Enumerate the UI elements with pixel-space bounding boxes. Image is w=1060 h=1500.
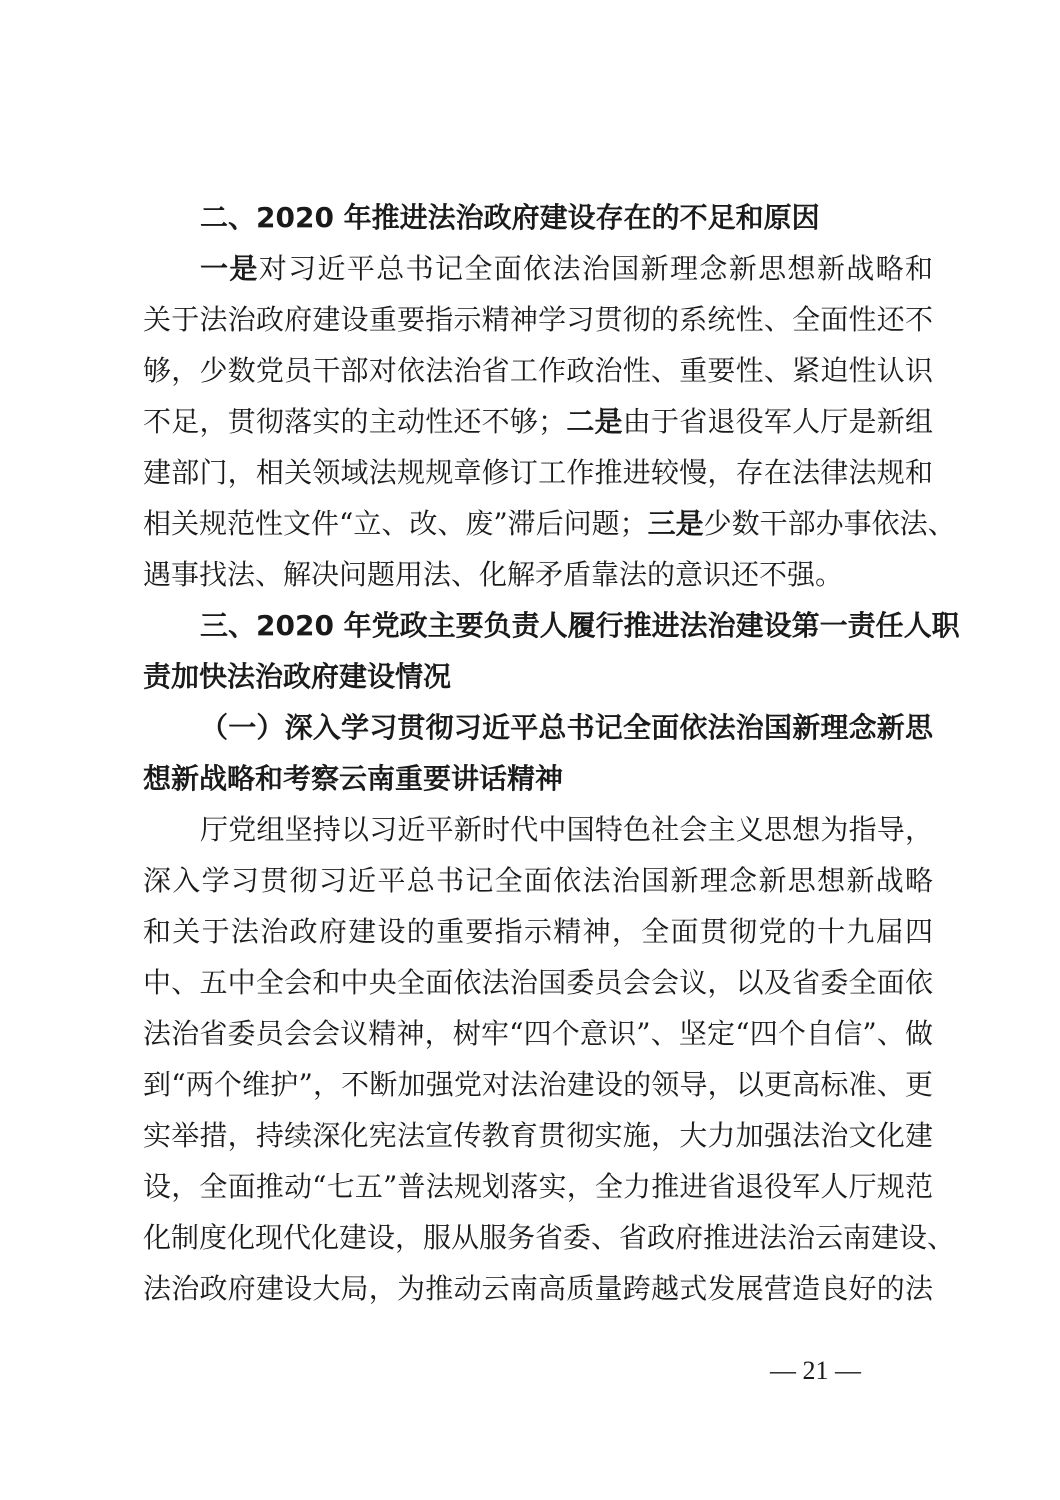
paragraph-line bbox=[200, 251, 933, 287]
paragraph-text: 由于省退役军人厅是新组 bbox=[622, 405, 933, 438]
paragraph-line: 深入学习贯彻习近平总书记全面依法治国新理念新思想新战略 bbox=[143, 864, 933, 897]
paragraph-text: 少数干部办事依法、 bbox=[703, 507, 956, 540]
paragraph-text: 相关规范性文件“立、改、废”滞后问题； bbox=[143, 507, 648, 540]
paragraph-text: 不足，贯彻落实的主动性还不够； bbox=[143, 405, 567, 438]
paragraph-line: 中、五中全会和中央全面依法治国委员会会议，以及省委全面依 bbox=[143, 966, 933, 999]
paragraph-text: 对习近平总书记全面依法治国新理念新思想新战略和 bbox=[258, 252, 933, 285]
section-heading-3-cont: 责加快法治政府建设情况 bbox=[143, 660, 452, 693]
paragraph-line: 设，全面推动“七五”普法规划落实，全力推进省退役军人厅规范 bbox=[143, 1170, 933, 1203]
paragraph-line bbox=[143, 506, 956, 542]
subsection-heading-1-cont: 想新战略和考察云南重要讲话精神 bbox=[143, 762, 564, 795]
paragraph-line: 法治政府建设大局，为推动云南高质量跨越式发展营造良好的法 bbox=[143, 1272, 933, 1305]
paragraph-line: 和关于法治政府建设的重要指示精神，全面贯彻党的十九届四 bbox=[143, 915, 933, 948]
section-heading-2: 二、2020 年推进法治政府建设存在的不足和原因 bbox=[200, 201, 820, 234]
page-number: — 21 — bbox=[770, 1356, 861, 1385]
paragraph-line: 关于法治政府建设重要指示精神学习贯彻的系统性、全面性还不 bbox=[143, 303, 933, 336]
paragraph-line: 到“两个维护”，不断加强党对法治建设的领导，以更高标准、更 bbox=[143, 1068, 933, 1101]
lead-marker: 三是 bbox=[647, 507, 704, 540]
paragraph-line: 建部门，相关领域法规规章修订工作推进较慢，存在法律法规和 bbox=[143, 456, 933, 489]
paragraph-line: 法治省委员会会议精神，树牢“四个意识”、坚定“四个自信”、做 bbox=[143, 1017, 933, 1050]
section-heading-3: 三、2020 年党政主要负责人履行推进法治建设第一责任人职 bbox=[200, 609, 960, 642]
lead-marker: 一是 bbox=[200, 252, 259, 285]
paragraph-line: 实举措，持续深化宪法宣传教育贯彻实施，大力加强法治文化建 bbox=[143, 1119, 933, 1152]
paragraph-line: 化制度化现代化建设，服从服务省委、省政府推进法治云南建设、 bbox=[143, 1221, 956, 1254]
lead-marker: 二是 bbox=[566, 405, 623, 438]
paragraph-line: 遇事找法、解决问题用法、化解矛盾靠法的意识还不强。 bbox=[143, 558, 844, 591]
paragraph-line: 厅党组坚持以习近平新时代中国特色社会主义思想为指导， bbox=[200, 813, 933, 846]
subsection-heading-1: （一）深入学习贯彻习近平总书记全面依法治国新理念新思 bbox=[200, 711, 933, 744]
paragraph-line: 够，少数党员干部对依法治省工作政治性、重要性、紧迫性认识 bbox=[143, 354, 933, 387]
paragraph-line bbox=[143, 404, 933, 440]
